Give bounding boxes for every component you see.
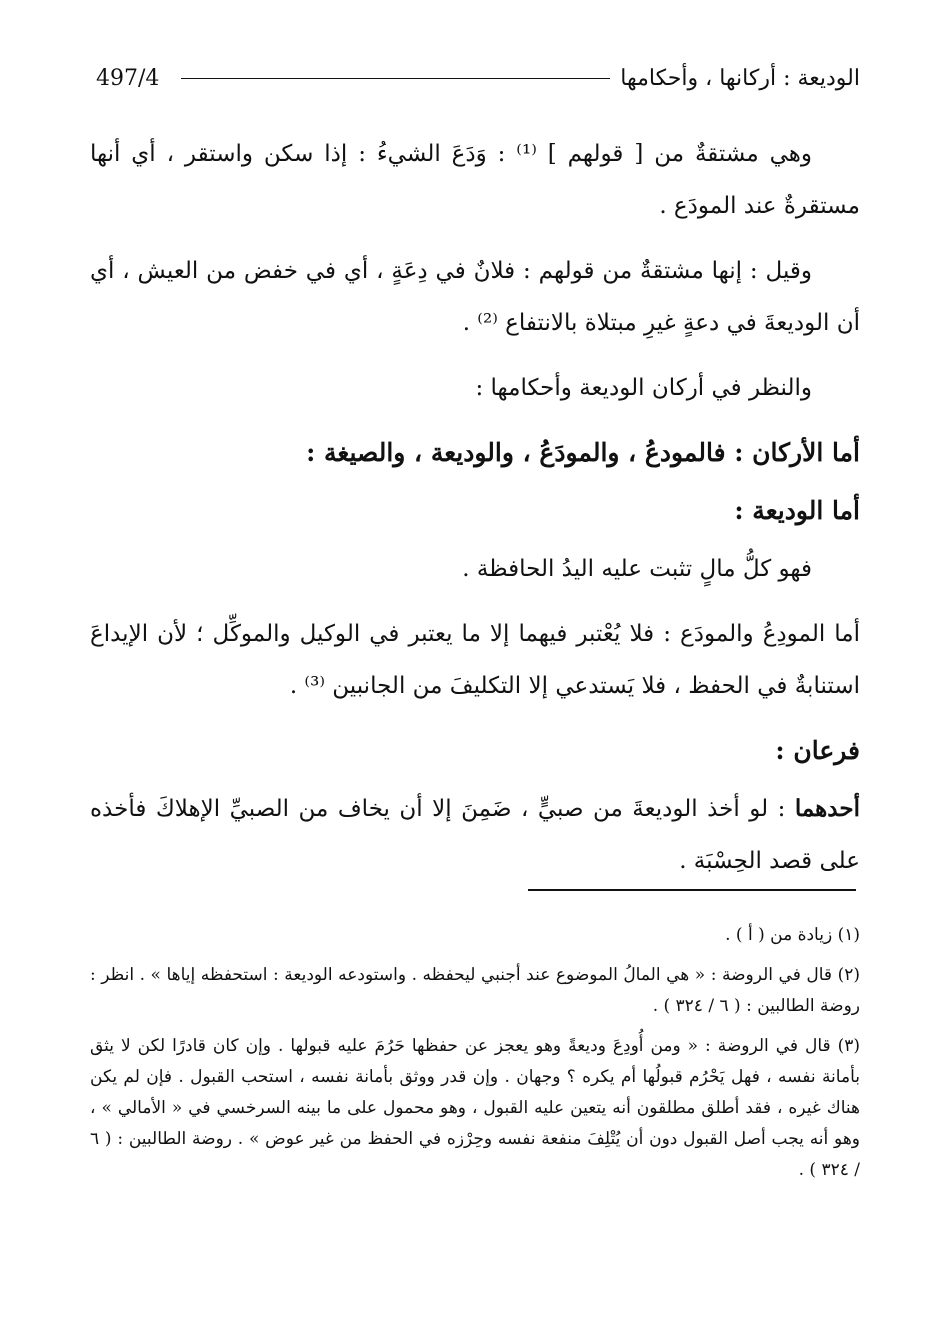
footnote-2: (٢) قال في الروضة : « هي المالُ الموضوع عند أجنبي ليحفظه . واستودعه الوديعة : استحفظه إياها » . انظر : روضة الطالبين : ( ٦ / ٣٢٤ ) .	[90, 965, 860, 1016]
footnotes	[90, 920, 860, 1195]
page-number: 497/4	[96, 65, 160, 91]
heading-far: فرعان :	[775, 736, 860, 765]
paragraph-1: وهي مشتقةٌ من [ قولهم ] ⁽¹⁾ : وَدَعَ الشيءُ : إذا سكن واستقر ، أي أنها مستقرةٌ عند المودَع .	[90, 141, 860, 219]
header-rule	[181, 78, 610, 79]
paragraph-2: وقيل : إنها مشتقةٌ من قولهم : فلانٌ في دِعَةٍ ، أي في خفض من العيش ، أي أن الوديعةَ في دعةٍ غيرِ مبتلاة بالانتفاع ⁽²⁾ .	[90, 258, 860, 336]
page-header	[96, 58, 860, 98]
paragraph-6	[90, 783, 860, 887]
paragraph-3: والنظر في أركان الوديعة وأحكامها :	[475, 375, 812, 401]
footnote-3: (٣) قال في الروضة : « ومن أُودِعَ وديعةً وهو يعجز عن حفظها حَرُمَ عليه قبولها . وإن كان قادرًا لكن لا يثق بأمانة نفسه ، فهل يَحْرُم قبولُها أم يكره ؟ وجهان . وإن قدر ووثق بأمانة نفسه ، استحب القبول . فإن لم يكن هناك غيره ، فقد أطلق مطلقون أنه يتعين عليه القبول ، وهو محمول على ما بينه السرخسي في « الأمالي » ، وهو أنه يجب أصل القبول دون أن يُتْلِفَ منفعة نفسه وحِرْزه في الحفظ من غير عوض » . روضة الطالبين : ( ٦ / ٣٢٤ ) .	[90, 1036, 861, 1180]
paragraph-4: فهو كلُّ مالٍ تثبت عليه اليدُ الحافظة .	[462, 556, 812, 582]
footnote-rule	[528, 889, 856, 891]
footnote-1: (١) زيادة من ( أ ) .	[725, 925, 860, 945]
paragraph-6-text: : لو أخذ الوديعةَ من صبيٍّ ، ضَمِنَ إلا أن يخاف من الصبيِّ الإهلاكَ فأخذه على قصد الحِسْبَة .	[90, 796, 860, 874]
paragraph-6-lead: أحدهما	[794, 795, 860, 822]
running-title: الوديعة : أركانها ، وأحكامها	[620, 65, 860, 91]
paragraph-5: أما المودِعُ والمودَع : فلا يُعْتبر فيهما إلا ما يعتبر في الوكيل والموكِّل ؛ لأن الإيداعَ استنابةٌ في الحفظ ، فلا يَستدعي إلا التكليفَ من الجانبين ⁽³⁾ .	[90, 621, 860, 699]
heading-arkan: أما الأركان : فالمودعُ ، والمودَعُ ، والوديعة ، والصيغة :	[306, 438, 860, 467]
heading-wadia: أما الوديعة :	[734, 496, 860, 525]
main-text	[90, 128, 860, 900]
